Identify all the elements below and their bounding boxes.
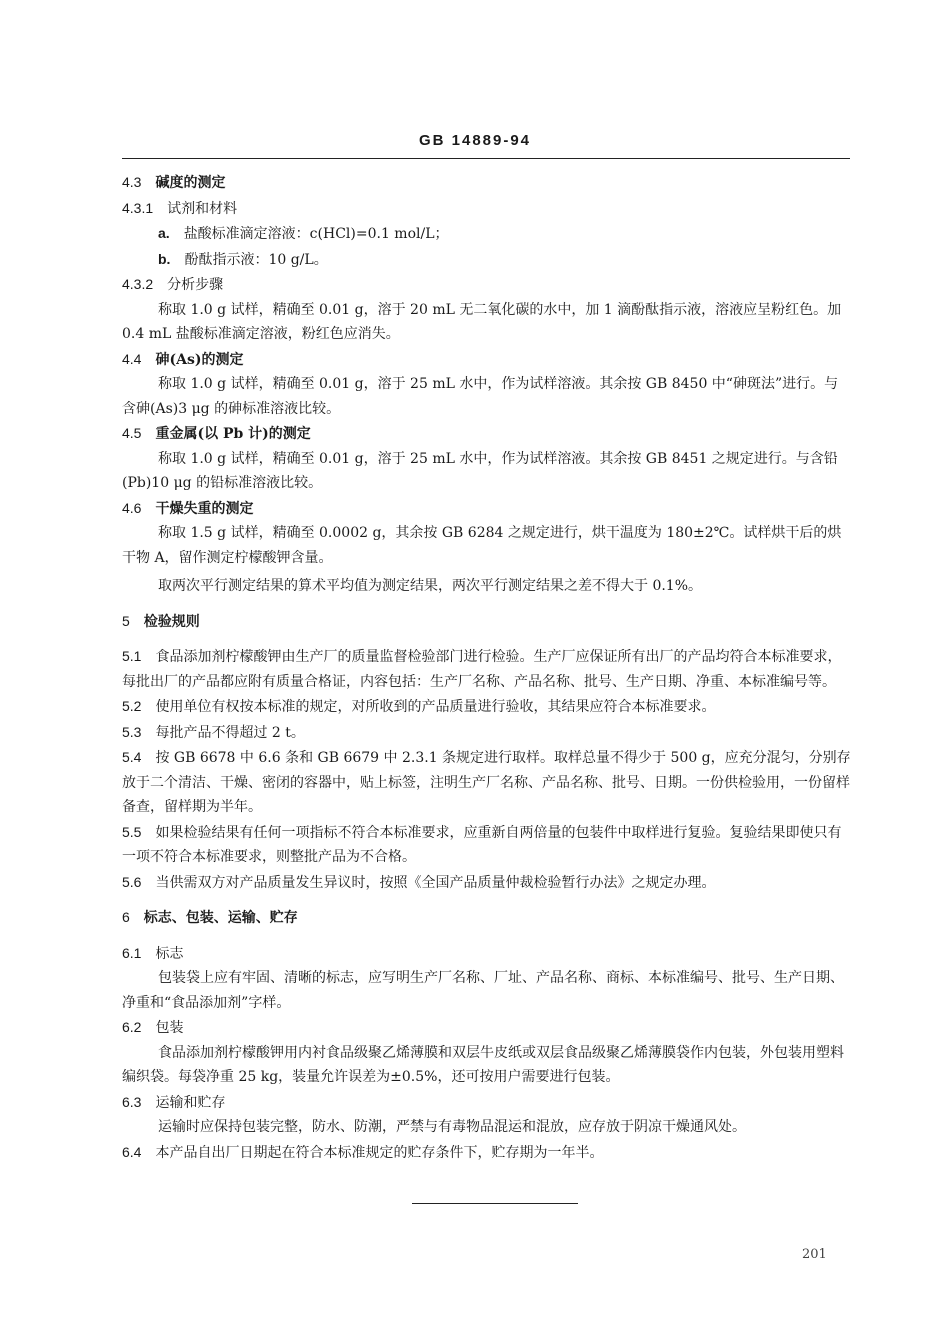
paragraph: 食品添加剂柠檬酸钾用内衬食品级聚乙烯薄膜和双层牛皮纸或双层食品级聚乙烯薄膜袋作内包装，外包装用塑料编织袋。每袋净重 25 kg，装量允许误差为±0.5%，还可按用户需要进行包装。 — [122, 1044, 844, 1085]
clause: 5.6 当供需双方对产品质量发生异议时，按照《全国产品质量仲裁检验暂行办法》之规定办理。 — [122, 873, 716, 891]
clause: 5.3 每批产品不得超过 2 t。 — [122, 723, 305, 741]
end-rule — [412, 1203, 578, 1204]
subsection-heading: 4.3.2 分析步骤 — [122, 276, 224, 293]
paragraph: 称取 1.0 g 试样，精确至 0.01 g，溶于 25 mL 水中，作为试样溶液。其余按 GB 8450 中“砷斑法”进行。与含砷(As)3 μg 的砷标准溶液比较。 — [122, 376, 839, 417]
paragraph: 称取 1.0 g 试样，精确至 0.01 g，溶于 25 mL 水中，作为试样溶液。其余按 GB 8451 之规定进行。与含铅(Pb)10 μg 的铅标准溶液比较。 — [122, 450, 838, 491]
section-heading: 4.4 砷(As)的测定 — [122, 350, 244, 368]
section-heading: 4.6 干燥失重的测定 — [122, 499, 254, 517]
section-heading: 4.5 重金属(以 Pb 计)的测定 — [122, 425, 311, 442]
paragraph: 称取 1.0 g 试样，精确至 0.01 g，溶于 20 mL 无二氧化碳的水中，加 1 滴酚酞指示液，溶液应呈粉红色。加 0.4 mL 盐酸标准滴定溶液，粉红色应消失。 — [122, 301, 842, 342]
clause: 5.2 使用单位有权按本标准的规定，对所收到的产品质量进行验收，其结果应符合本标准要求。 — [122, 698, 716, 715]
list-item: b. 酚酞指示液：10 g/L。 — [158, 250, 328, 268]
subsection-heading: 4.3.1 试剂和材料 — [122, 199, 238, 217]
section-heading: 4.3 碱度的测定 — [122, 174, 226, 191]
paragraph: 运输时应保持包装完整，防水、防潮，严禁与有毒物品混运和混放，应存放于阴凉干燥通风处。 — [158, 1119, 746, 1135]
chapter-heading: 5 检验规则 — [122, 612, 200, 630]
subsection-heading: 6.1 标志 — [122, 944, 184, 962]
subsection-heading: 6.3 运输和贮存 — [122, 1093, 226, 1111]
clause: 5.1 食品添加剂柠檬酸钾由生产厂的质量监督检验部门进行检验。生产厂应保证所有出厂的产品均符合本标准要求，每批出厂的产品都应附有质量合格证，内容包括：生产厂名称、产品名称、批号、生产日期、净重、本标准编号等。 — [122, 648, 842, 690]
paragraph: 称取 1.5 g 试样，精确至 0.0002 g，其余按 GB 6284 之规定进行，烘干温度为 180±2℃。试样烘干后的烘干物 A，留作测定柠檬酸钾含量。 — [122, 525, 842, 566]
paragraph: 取两次平行测定结果的算术平均值为测定结果，两次平行测定结果之差不得大于 0.1%。 — [158, 578, 703, 594]
header-rule — [122, 158, 850, 159]
clause: 5.5 如果检验结果有任何一项指标不符合本标准要求，应重新自两倍量的包装件中取样进行复验。复验结果即使只有一项不符合本标准要求，则整批产品为不合格。 — [122, 823, 842, 865]
list-item: a. 盐酸标准滴定溶液：c(HCl)=0.1 mol/L； — [158, 225, 449, 242]
clause: 6.4 本产品自出厂日期起在符合本标准规定的贮存条件下，贮存期为一年半。 — [122, 1143, 604, 1161]
paragraph: 包装袋上应有牢固、清晰的标志，应写明生产厂名称、厂址、产品名称、商标、本标准编号、批号、生产日期、净重和“食品添加剂”字样。 — [122, 970, 844, 1011]
page-number: 201 — [802, 1247, 827, 1262]
chapter-heading: 6 标志、包装、运输、贮存 — [122, 909, 298, 926]
document-header: GB 14889-94 — [418, 132, 532, 149]
clause: 5.4 按 GB 6678 中 6.6 条和 GB 6679 中 2.3.1 条规定进行取样。取样总量不得少于 500 g，应充分混匀，分别存放于二个清洁、干燥、密闭的容器中，贴上标签，注明生产厂名称、产品名称、批号、日期。一份供检验用，一份留样备查，留样期为半年。 — [122, 749, 851, 815]
document-body — [122, 170, 852, 1165]
subsection-heading: 6.2 包装 — [122, 1019, 184, 1036]
